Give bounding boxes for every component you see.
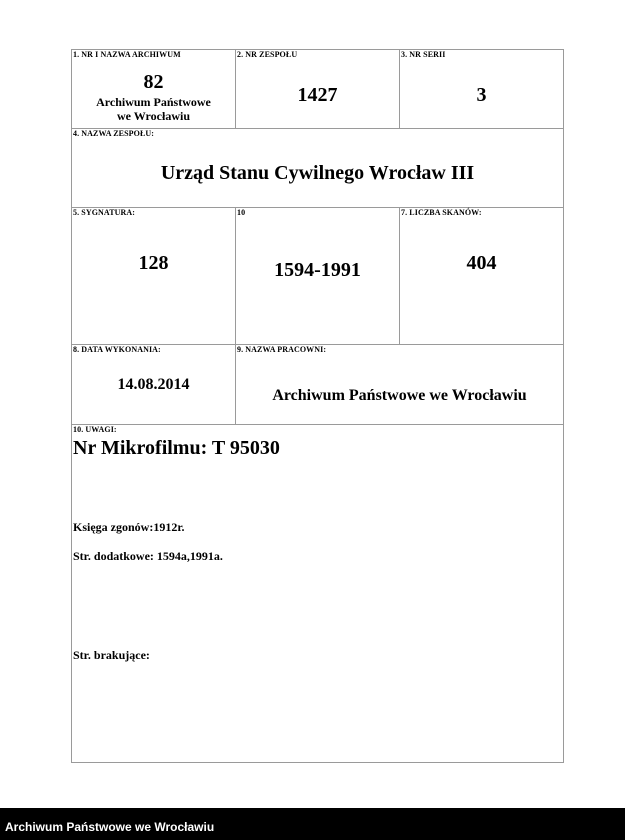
execution-date-cell [71, 344, 236, 425]
footer-text: Archiwum Państwowe we Wrocławiu [5, 820, 215, 834]
workshop-label: 9. NAZWA PRACOWNI: [237, 345, 327, 354]
execution-date-label: 8. DATA WYKONANIA: [73, 345, 161, 354]
archive-name-line1: Archiwum Państwowe [96, 95, 211, 109]
dates-label: 10 [237, 208, 246, 217]
fonds-number-label: 2. NR ZESPOŁU [237, 50, 298, 59]
scan-count-cell [399, 207, 564, 345]
scan-count-label: 7. LICZBA SKANÓW: [401, 208, 482, 217]
fonds-name-cell [71, 128, 564, 208]
extra-pages: Str. dodatkowe: 1594a,1991a. [73, 549, 223, 563]
fonds-number-cell [235, 49, 400, 129]
dates-cell [235, 207, 400, 345]
notes-label: 10. UWAGI: [73, 425, 117, 434]
series-number-value: 3 [476, 84, 487, 106]
signature-value: 128 [138, 252, 169, 274]
scan-count-value: 404 [466, 252, 497, 274]
fonds-name-label: 4. NAZWA ZESPOŁU: [73, 129, 155, 138]
workshop-value: Archiwum Państwowe we Wrocławiu [272, 387, 527, 404]
workshop-cell [235, 344, 564, 425]
fonds-number-value: 1427 [297, 84, 338, 106]
signature-label: 5. SYGNATURA: [73, 208, 136, 217]
archive-cell [71, 49, 236, 129]
archive-number: 82 [143, 71, 164, 93]
missing-pages: Str. brakujące: [73, 648, 150, 662]
series-number-cell [399, 49, 564, 129]
microfilm-number: Nr Mikrofilmu: T 95030 [73, 437, 280, 459]
execution-date-value: 14.08.2014 [117, 376, 190, 393]
book-info: Księga zgonów:1912r. [73, 520, 185, 534]
signature-cell [71, 207, 236, 345]
fonds-name-value: Urząd Stanu Cywilnego Wrocław III [160, 162, 475, 184]
archive-name-line2: we Wrocławiu [116, 109, 190, 123]
dates-value: 1594-1991 [274, 259, 361, 281]
footer-bar [0, 808, 625, 840]
series-number-label: 3. NR SERII [401, 50, 446, 59]
notes-cell [71, 424, 564, 763]
archive-label: 1. NR I NAZWA ARCHIWUM [73, 50, 181, 59]
